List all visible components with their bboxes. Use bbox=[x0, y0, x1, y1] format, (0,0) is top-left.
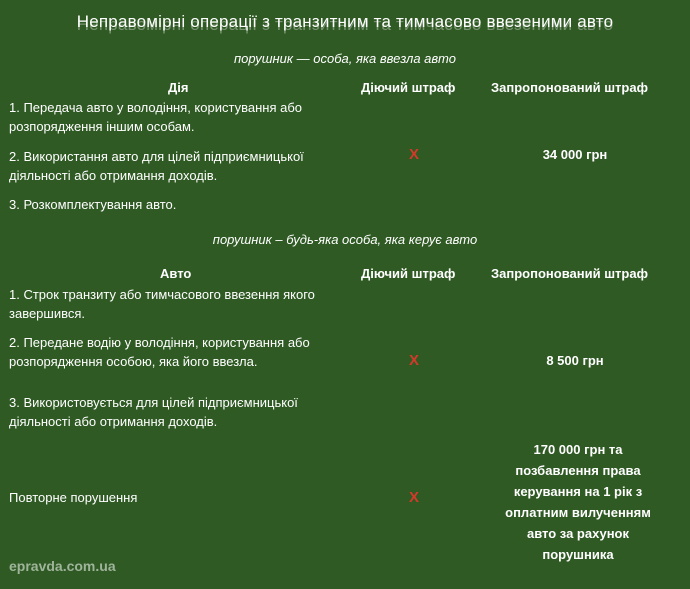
section1-header-proposed-fine: Запропонований штраф bbox=[491, 80, 648, 95]
section1-header-current-fine: Діючий штраф bbox=[361, 80, 456, 95]
section3-current-fine-x-icon: X bbox=[409, 489, 420, 506]
section2-subtitle: порушник – будь-яка особа, яка керує авто bbox=[212, 232, 478, 247]
section2-header-current-fine: Діючий штраф bbox=[361, 266, 456, 281]
section2-item-2: 2. Передане водію у володіння, користування або розпорядження особою, яка його ввезла. bbox=[9, 335, 310, 369]
section1-proposed-fine: 34 000 грн bbox=[542, 147, 608, 162]
section3-label: Повторне порушення bbox=[9, 490, 138, 505]
section2-proposed-fine: 8 500 грн bbox=[546, 353, 604, 368]
section2-header-proposed-fine: Запропонований штраф bbox=[491, 266, 648, 281]
section1-subtitle: порушник — особа, яка ввезла авто bbox=[234, 51, 456, 66]
section2-current-fine-x-icon: X bbox=[409, 352, 420, 369]
section1-current-fine-x-icon: X bbox=[409, 146, 420, 163]
source-logo: epravda.com.ua bbox=[9, 558, 116, 574]
section2-item-1: 1. Строк транзиту або тимчасового ввезення якого завершився. bbox=[9, 287, 315, 321]
section1-item-3: 3. Розкомплектування авто. bbox=[9, 197, 177, 212]
section1-item-1: 1. Передача авто у володіння, користування або розпорядження іншим особам. bbox=[9, 100, 302, 134]
section3-proposed-fine: 170 000 грн та позбавлення права керування на 1 рік з оплатним вилученням авто за рахунок порушника bbox=[505, 442, 651, 562]
section1-item-2: 2. Використання авто для цілей підприємницької діяльності або отримання доходів. bbox=[9, 149, 304, 183]
section2-item-3: 3. Використовується для цілей підприємницької діяльності або отримання доходів. bbox=[9, 395, 298, 429]
section2-header-car: Авто bbox=[160, 266, 192, 281]
page-title: Неправомірні операції з транзитним та тимчасово ввезеними авто bbox=[76, 12, 614, 31]
section1-header-action: Дія bbox=[168, 80, 189, 95]
